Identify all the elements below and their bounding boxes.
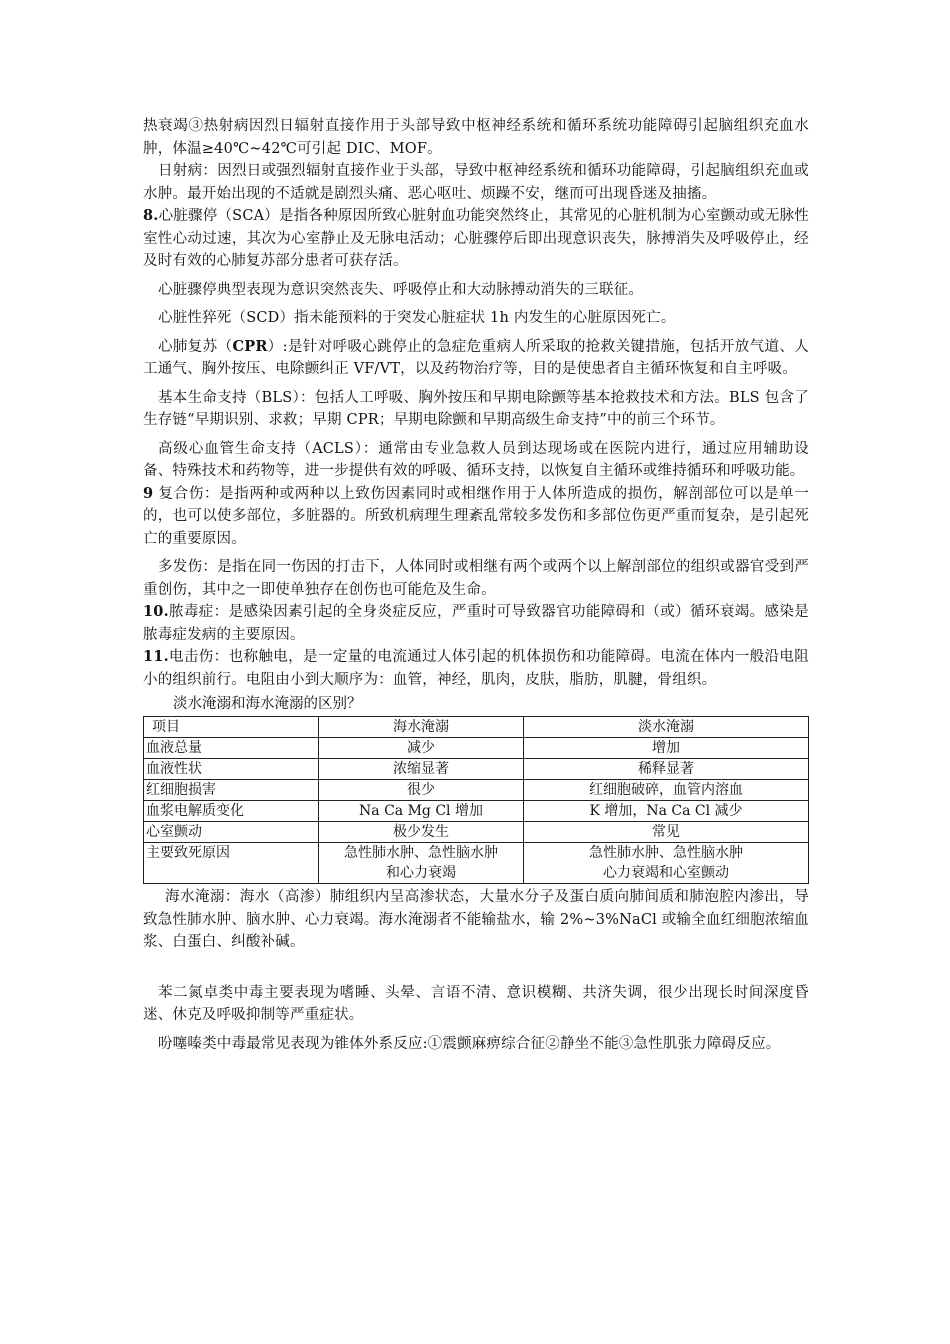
table-cell: 很少 [319,780,524,801]
table-cell: 浓缩显著 [319,759,524,780]
sepsis-text: 脓毒症：是感染因素引起的全身炎症反应，严重时可导致器官功能障碍和（或）循环衰竭。感染是脓毒症发病的主要原因。 [143,604,809,643]
table-cell: 和心力衰竭 [319,863,524,884]
table-cell: 血浆电解质变化 [144,801,319,822]
table-cell: 急性肺水肿、急性脑水肿 [524,843,809,864]
table-cell: 常见 [524,822,809,843]
paragraph-multiple-injury: 多发伤：是指在同一伤因的打击下，人体同时或相继有两个或两个以上解剖部位的组织或器官受到严重创伤，其中之一即使单独存在创伤也可能危及生命。 [143,559,809,598]
paragraph-scd: 心脏性猝死（SCD）指未能预料的于突发心脏症状 1h 内发生的心脏原因死亡。 [158,310,676,326]
sca-text: 心脏骤停（SCA）是指各种原因所致心脏射血功能突然终止，其常见的心脏机制为心室颤动或无脉性室性心动过速，其次为心室静止及无脉电活动；心脏骤停后即出现意识丧失，脉搏消失及呼吸停止，经及时有效的心肺复苏部分患者可获存活。 [143,208,809,269]
table-cell [144,863,319,884]
table-cell: 心室颤动 [144,822,319,843]
paragraph-sunstroke: 日射病：因烈日或强烈辐射直接作业于头部，导致中枢神经系统和循环功能障碍，引起脑组织充血或水肿。最开始出现的不适就是剧烈头痛、恶心呕吐、烦躁不安，继而可出现昏迷及抽搐。 [143,163,809,202]
table-row [144,801,809,822]
table-row [144,863,809,884]
table-cell: 减少 [319,738,524,759]
item-number-8: 8. [143,207,159,224]
table-row [144,822,809,843]
paragraph-acls: 高级心血管生命支持（ACLS）：通常由专业急救人员到达现场或在医院内进行，通过应用辅助设备、特殊技术和药物等，进一步提供有效的呼吸、循环支持，以恢复自主循环或维持循环和呼吸功能。 [143,440,809,479]
table-header-row [144,717,809,738]
paragraph-combined-injury [143,483,809,551]
table-cell: 红细胞破碎，血管内溶血 [524,780,809,801]
item-number-11: 11. [143,648,169,665]
table-caption: 淡水淹溺和海水淹溺的区别？ [173,696,362,712]
paragraph-electric-injury [143,646,809,691]
cpr-term: CPR [232,337,268,355]
table-row [144,738,809,759]
table-cell: 心力衰竭和心室颤动 [524,863,809,884]
table-cell: K 增加，Na Ca Cl 减少 [524,801,809,822]
table-cell: Na Ca Mg Cl 增加 [319,801,524,822]
table-cell: 增加 [524,738,809,759]
document-page [143,115,809,1055]
paragraph-sca [143,205,809,273]
item-number-10: 10. [143,603,169,620]
table-cell: 极少发生 [319,822,524,843]
combined-injury-text: 复合伤：是指两种或两种以上致伤因素同时或相继作用于人体所造成的损伤，解剖部位可以是单一的，也可以使多部位，多脏器的。所致机病理生理紊乱常较多发伤和多部位伤更严重而复杂，是引起死亡的重要原因。 [143,485,809,547]
cpr-prefix: 心肺复苏（ [158,338,233,355]
header-cell-item: 项目 [144,717,319,738]
paragraph-heatstroke: 热衰竭③热射病因烈日辐射直接作用于头部导致中枢神经系统和循环系统功能障碍引起脑组织充血水肿，体温≥40℃~42℃可引起 DIC、MOF。 [143,118,809,157]
paragraph-bls: 基本生命支持（BLS）：包括人工呼吸、胸外按压和早期电除颤等基本抢救技术和方法。BLS 包含了生存链“早期识别、求救；早期 CPR；早期电除颤和早期高级生命支持”中的前三个环节。 [143,389,809,428]
paragraph-benzodiazepine: 苯二氮卓类中毒主要表现为嗜睡、头晕、言语不清、意识模糊、共济失调，很少出现长时间深度昏迷、休克及呼吸抑制等严重症状。 [143,984,809,1023]
electric-injury-text: 电击伤：也称触电，是一定量的电流通过人体引起的机体损伤和功能障碍。电流在体内一般沿电阻小的组织前行。电阻由小到大顺序为：血管，神经，肌肉，皮肤，脂肪，肌腱，骨组织。 [143,649,809,688]
header-cell-freshwater: 淡水淹溺 [524,717,809,738]
paragraph-cpr [143,336,809,381]
table-row [144,780,809,801]
table-cell: 红细胞损害 [144,780,319,801]
table-cell: 主要致死原因 [144,843,319,864]
paragraph-sca-triad: 心脏骤停典型表现为意识突然丧失、呼吸停止和大动脉搏动消失的三联征。 [158,281,644,298]
header-cell-seawater: 海水淹溺 [319,717,524,738]
table-row [144,843,809,864]
table-cell: 血液总量 [144,738,319,759]
item-number-9: 9 [143,484,154,502]
table-cell: 急性肺水肿、急性脑水肿 [319,843,524,864]
drowning-comparison-table [143,716,809,884]
table-row [144,759,809,780]
paragraph-phenothiazine: 吩噻嗪类中毒最常见表现为锥体外系反应:①震颤麻痹综合征②静坐不能③急性肌张力障碍反应。 [158,1035,781,1052]
table-cell: 稀释显著 [524,759,809,780]
table-cell: 血液性状 [144,759,319,780]
paragraph-sepsis [143,601,809,646]
paragraph-seawater-drowning: 海水淹溺：海水（高渗）肺组织内呈高渗状态，大量水分子及蛋白质向肺间质和肺泡腔内渗出，导致急性肺水肿、脑水肿、心力衰竭。海水淹溺者不能输盐水，输 2%~3%NaCl 或输全血红细胞浓缩血浆、白蛋白、纠酸补碱。 [143,889,809,950]
cpr-text: ）:是针对呼吸心跳停止的急症危重病人所采取的抢救关键措施，包括开放气道、人工通气、胸外按压、电除颤纠正 VF/VT，以及药物治疗等，目的是使患者自主循环恢复和自主呼吸。 [143,338,809,377]
